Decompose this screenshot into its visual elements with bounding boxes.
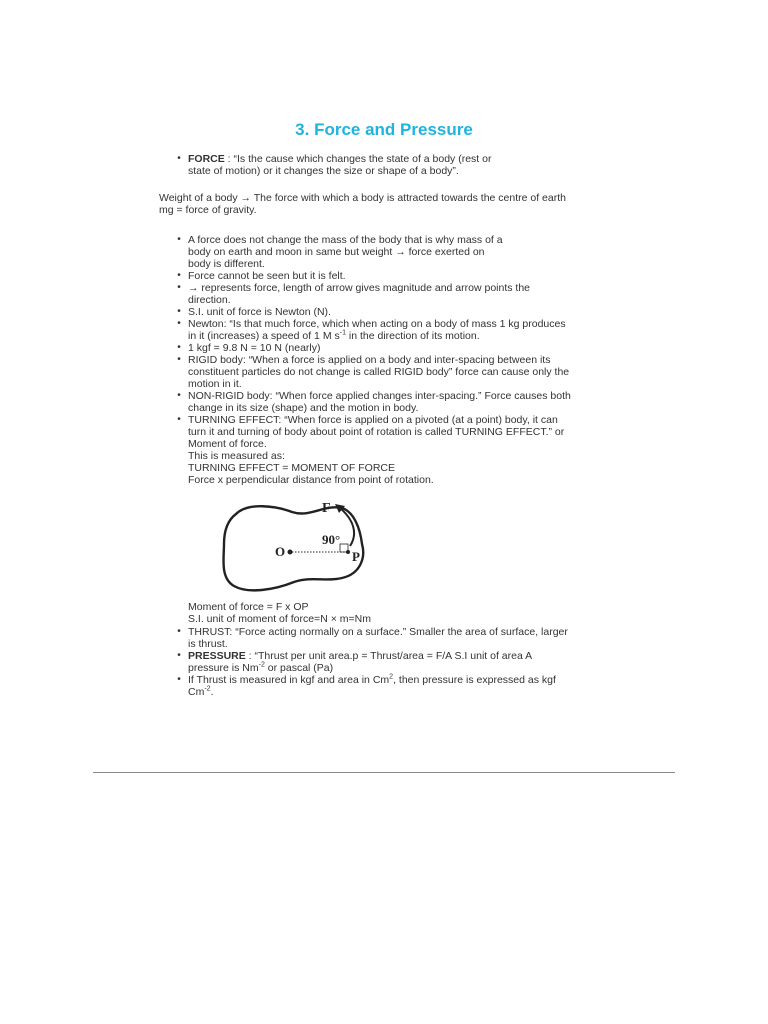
kgf-cm-line2-end: . xyxy=(210,686,214,698)
mass-line: body is different. xyxy=(188,258,265,270)
pressure-term: PRESSURE xyxy=(188,650,246,662)
bullet-icon: • xyxy=(177,354,181,365)
mass-line: A force does not change the mass of the body that is why mass of a xyxy=(188,234,503,246)
rigid-line: motion in it. xyxy=(188,378,242,390)
nonrigid-line: change in its size (shape) and the motion in body. xyxy=(188,402,419,414)
list-item xyxy=(174,626,614,650)
kgf-cm-line1-end: , then pressure is expressed as kgf xyxy=(393,674,556,686)
pivot-point xyxy=(288,550,293,555)
newton-superscript: -1 xyxy=(339,329,346,337)
bullet-icon: • xyxy=(177,153,181,164)
pressure-line2-end: or pascal (Pa) xyxy=(264,662,334,674)
turning-line: TURNING EFFECT = MOMENT OF FORCE xyxy=(188,462,395,474)
page-title: 3. Force and Pressure xyxy=(295,120,473,139)
bullet-icon: • xyxy=(177,270,181,281)
label-o: O xyxy=(275,544,286,559)
bullet-icon: • xyxy=(177,234,181,245)
bullet-icon: • xyxy=(177,306,181,317)
body-outline xyxy=(223,506,363,590)
felt-line: Force cannot be seen but it is felt. xyxy=(188,270,346,282)
turning-line: Moment of force. xyxy=(188,438,267,450)
list-item xyxy=(174,650,614,674)
list-item xyxy=(174,153,614,177)
force-def-line1: : “Is the cause which changes the state of a body (rest or xyxy=(224,153,492,165)
list-item xyxy=(174,282,614,306)
rigid-line: constituent particles do not change is called RIGID body” force can cause only the xyxy=(188,366,570,378)
bullet-list xyxy=(174,234,614,486)
list-item xyxy=(174,354,614,390)
bullet-icon: • xyxy=(177,390,181,401)
kgf-cm-line2: Cm xyxy=(188,686,205,698)
list-item xyxy=(174,234,614,270)
list-item xyxy=(174,390,614,414)
list-item xyxy=(174,318,614,342)
pressure-superscript: -2 xyxy=(258,661,265,669)
newton-line2: in it (increases) a speed of 1 M s xyxy=(188,330,340,342)
list-item xyxy=(174,342,614,354)
list-item xyxy=(174,674,614,698)
newton-line1: Newton: “Is that much force, which when acting on a body of mass 1 kg produces xyxy=(188,318,566,330)
pressure-list xyxy=(174,626,614,698)
force-definition xyxy=(174,153,614,177)
weight-paragraph xyxy=(159,192,619,216)
bullet-icon: • xyxy=(177,650,181,661)
newton-line2-end: in the direction of its motion. xyxy=(345,330,480,342)
arrow-line: direction. xyxy=(188,294,231,306)
rigid-line: RIGID body: “When a force is applied on a body and inter-spacing between its xyxy=(188,354,551,366)
force-point xyxy=(346,550,350,554)
label-angle: 90° xyxy=(322,532,341,547)
bullet-icon: • xyxy=(177,674,181,685)
bullet-icon: • xyxy=(177,342,181,353)
pressure-line1: : “Thrust per unit area.p = Thrust/area = F/A S.I unit of area A xyxy=(245,650,533,662)
si-unit-line: S.I. unit of force is Newton (N). xyxy=(188,306,331,318)
turning-line: This is measured as: xyxy=(188,450,285,462)
label-p: P xyxy=(352,549,360,564)
thrust-line: THRUST: “Force acting normally on a surface.” Smaller the area of surface, larger xyxy=(188,626,568,638)
turning-line: Force x perpendicular distance from point of rotation. xyxy=(188,474,434,486)
moment-text xyxy=(188,601,608,625)
list-item xyxy=(174,414,614,486)
arrow-line: → represents force, length of arrow gives magnitude and arrow points the xyxy=(188,282,531,294)
weight-line2: mg = force of gravity. xyxy=(159,204,257,216)
kgf-cm-superscript: 2 xyxy=(389,673,394,681)
bullet-icon: • xyxy=(177,626,181,637)
force-def-line2: state of motion) or it changes the size or shape of a body”. xyxy=(188,165,459,177)
pressure-line2: pressure is Nm xyxy=(188,662,259,674)
bullet-icon: • xyxy=(177,414,181,425)
list-item xyxy=(174,306,614,318)
moment-line2: S.I. unit of moment of force=N × m=Nm xyxy=(188,613,371,625)
kgf-line: 1 kgf = 9.8 N = 10 N (nearly) xyxy=(188,342,321,354)
force-term: FORCE xyxy=(188,153,225,165)
mass-line: body on earth and moon in same but weight → force exerted on xyxy=(188,246,485,258)
turning-line: turn it and turning of body about point of rotation is called TURNING EFFECT.” or xyxy=(188,426,565,438)
page-divider xyxy=(93,772,675,773)
kgf-cm-line1: If Thrust is measured in kgf and area in Cm xyxy=(188,674,390,686)
nonrigid-line: NON-RIGID body: “When force applied changes inter-spacing.” Force causes both xyxy=(188,390,571,402)
label-f: F xyxy=(322,501,331,516)
turning-line: TURNING EFFECT: “When force is applied on a pivoted (at a point) body, it can xyxy=(188,414,558,426)
weight-line1: Weight of a body → The force with which a body is attracted towards the centre of earth xyxy=(159,192,566,204)
moment-diagram xyxy=(214,498,374,600)
moment-line1: Moment of force = F x OP xyxy=(188,601,309,613)
bullet-icon: • xyxy=(177,318,181,329)
kgf-cm-superscript2: -2 xyxy=(204,685,211,693)
thrust-line: is thrust. xyxy=(188,638,228,650)
bullet-icon: • xyxy=(177,282,181,293)
list-item xyxy=(174,270,614,282)
